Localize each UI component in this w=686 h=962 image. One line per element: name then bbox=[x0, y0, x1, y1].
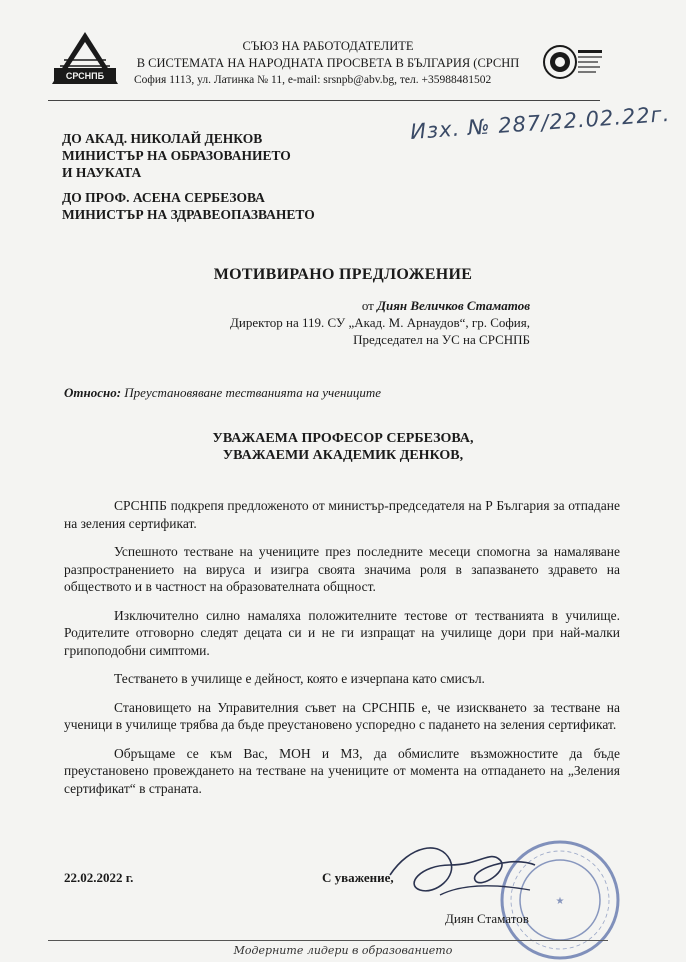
body-paragraph: Изключително силно намаляха положителните тестове от тестванията в училище. Родителите отговорно следят децата си и не ги изпращат на училище дори при най-малки грипоподобни симптоми. bbox=[64, 607, 620, 658]
addressee-line: И НАУКАТА bbox=[62, 165, 142, 180]
subject-text: Преустановяване тестванията на учениците bbox=[124, 385, 382, 400]
sender-chair: Председател на УС на СРСНПБ bbox=[353, 332, 530, 347]
org-address: София 1113, ул. Латинка № 11, e-mail: srsnpb@abv.bg, тел. +35988481502 bbox=[134, 74, 492, 86]
anniversary-emblem-icon bbox=[538, 38, 604, 94]
signature-icon bbox=[380, 835, 550, 920]
subject-line bbox=[64, 385, 381, 401]
organization-header bbox=[128, 38, 528, 89]
addressee-line: ДО АКАД. НИКОЛАЙ ДЕНКОВ bbox=[62, 131, 263, 146]
document-title: МОТИВИРАНО ПРЕДЛОЖЕНИЕ bbox=[213, 266, 473, 283]
body-paragraph: Становището на Управителния съвет на СРСНПБ е, че изискването за тестване на ученици в училище трябва да бъде преустановено успоредно с падането на зеления сертификат. bbox=[64, 699, 620, 732]
body-paragraph: Обръщаме се към Вас, МОН и МЗ, да обмислите възможностите да бъде преустановено провеждането на тестване на учениците от момента на отпадането на „Зеления сертификат“ в страната. bbox=[64, 745, 620, 796]
signer-name: Диян Стаматов bbox=[445, 911, 529, 926]
sender-position: Директор на 119. СУ „Акад. М. Арнаудов“, гр. София, bbox=[230, 315, 530, 330]
salutation bbox=[0, 430, 686, 464]
closing-regards: С уважение, bbox=[322, 870, 394, 885]
subject-label: Относно: bbox=[64, 385, 122, 400]
footer-divider bbox=[48, 940, 608, 941]
addressee-line: МИНИСТЪР НА ОБРАЗОВАНИЕТО bbox=[62, 148, 291, 163]
letter-body bbox=[64, 497, 620, 808]
addressee-line: МИНИСТЪР НА ЗДРАВЕОПАЗВАНЕТО bbox=[62, 207, 315, 222]
addressee-minister-health bbox=[62, 189, 315, 223]
salutation-line: УВАЖАЕМИ АКАДЕМИК ДЕНКОВ, bbox=[222, 448, 464, 463]
sender-prefix: от bbox=[361, 298, 378, 313]
letter-date: 22.02.2022 г. bbox=[64, 870, 134, 885]
svg-text:★: ★ bbox=[555, 896, 565, 907]
header-divider bbox=[48, 100, 600, 101]
org-name-line2: В СИСТЕМАТА НА НАРОДНАТА ПРОСВЕТА В БЪЛГАРИЯ (СРСНП bbox=[136, 56, 520, 70]
body-paragraph: Успешното тестване на учениците през последните месеци спомогна за намаляване разпространението на вируса и изигра своята значима роля в запазването здравето на обществото и в частност на образователната общност. bbox=[64, 544, 620, 594]
registration-number-handwritten: Изх. № 287/22.02.22г. bbox=[409, 101, 672, 144]
body-paragraph: СРСНПБ подкрепя предложеното от министър-председателя на Р България за отпадане на зеления сертификат. bbox=[64, 498, 620, 531]
addressee-minister-education bbox=[62, 130, 291, 181]
sender-name: Диян Величков Стаматов bbox=[377, 298, 530, 313]
logo-text: СРСНПБ bbox=[65, 71, 105, 81]
footer-motto: Модерните лидери в образованието bbox=[233, 944, 453, 957]
organization-logo bbox=[50, 30, 120, 88]
salutation-line: УВАЖАЕМА ПРОФЕСОР СЕРБЕЗОВА, bbox=[212, 431, 474, 446]
body-paragraph: Тестването в училище е дейност, която е изчерпана като смисъл. bbox=[114, 671, 485, 686]
org-name-line1: СЪЮЗ НА РАБОТОДАТЕЛИТЕ bbox=[242, 39, 414, 53]
addressee-line: ДО ПРОФ. АСЕНА СЕРБЕЗОВА bbox=[62, 190, 265, 205]
sender-block bbox=[210, 297, 530, 348]
